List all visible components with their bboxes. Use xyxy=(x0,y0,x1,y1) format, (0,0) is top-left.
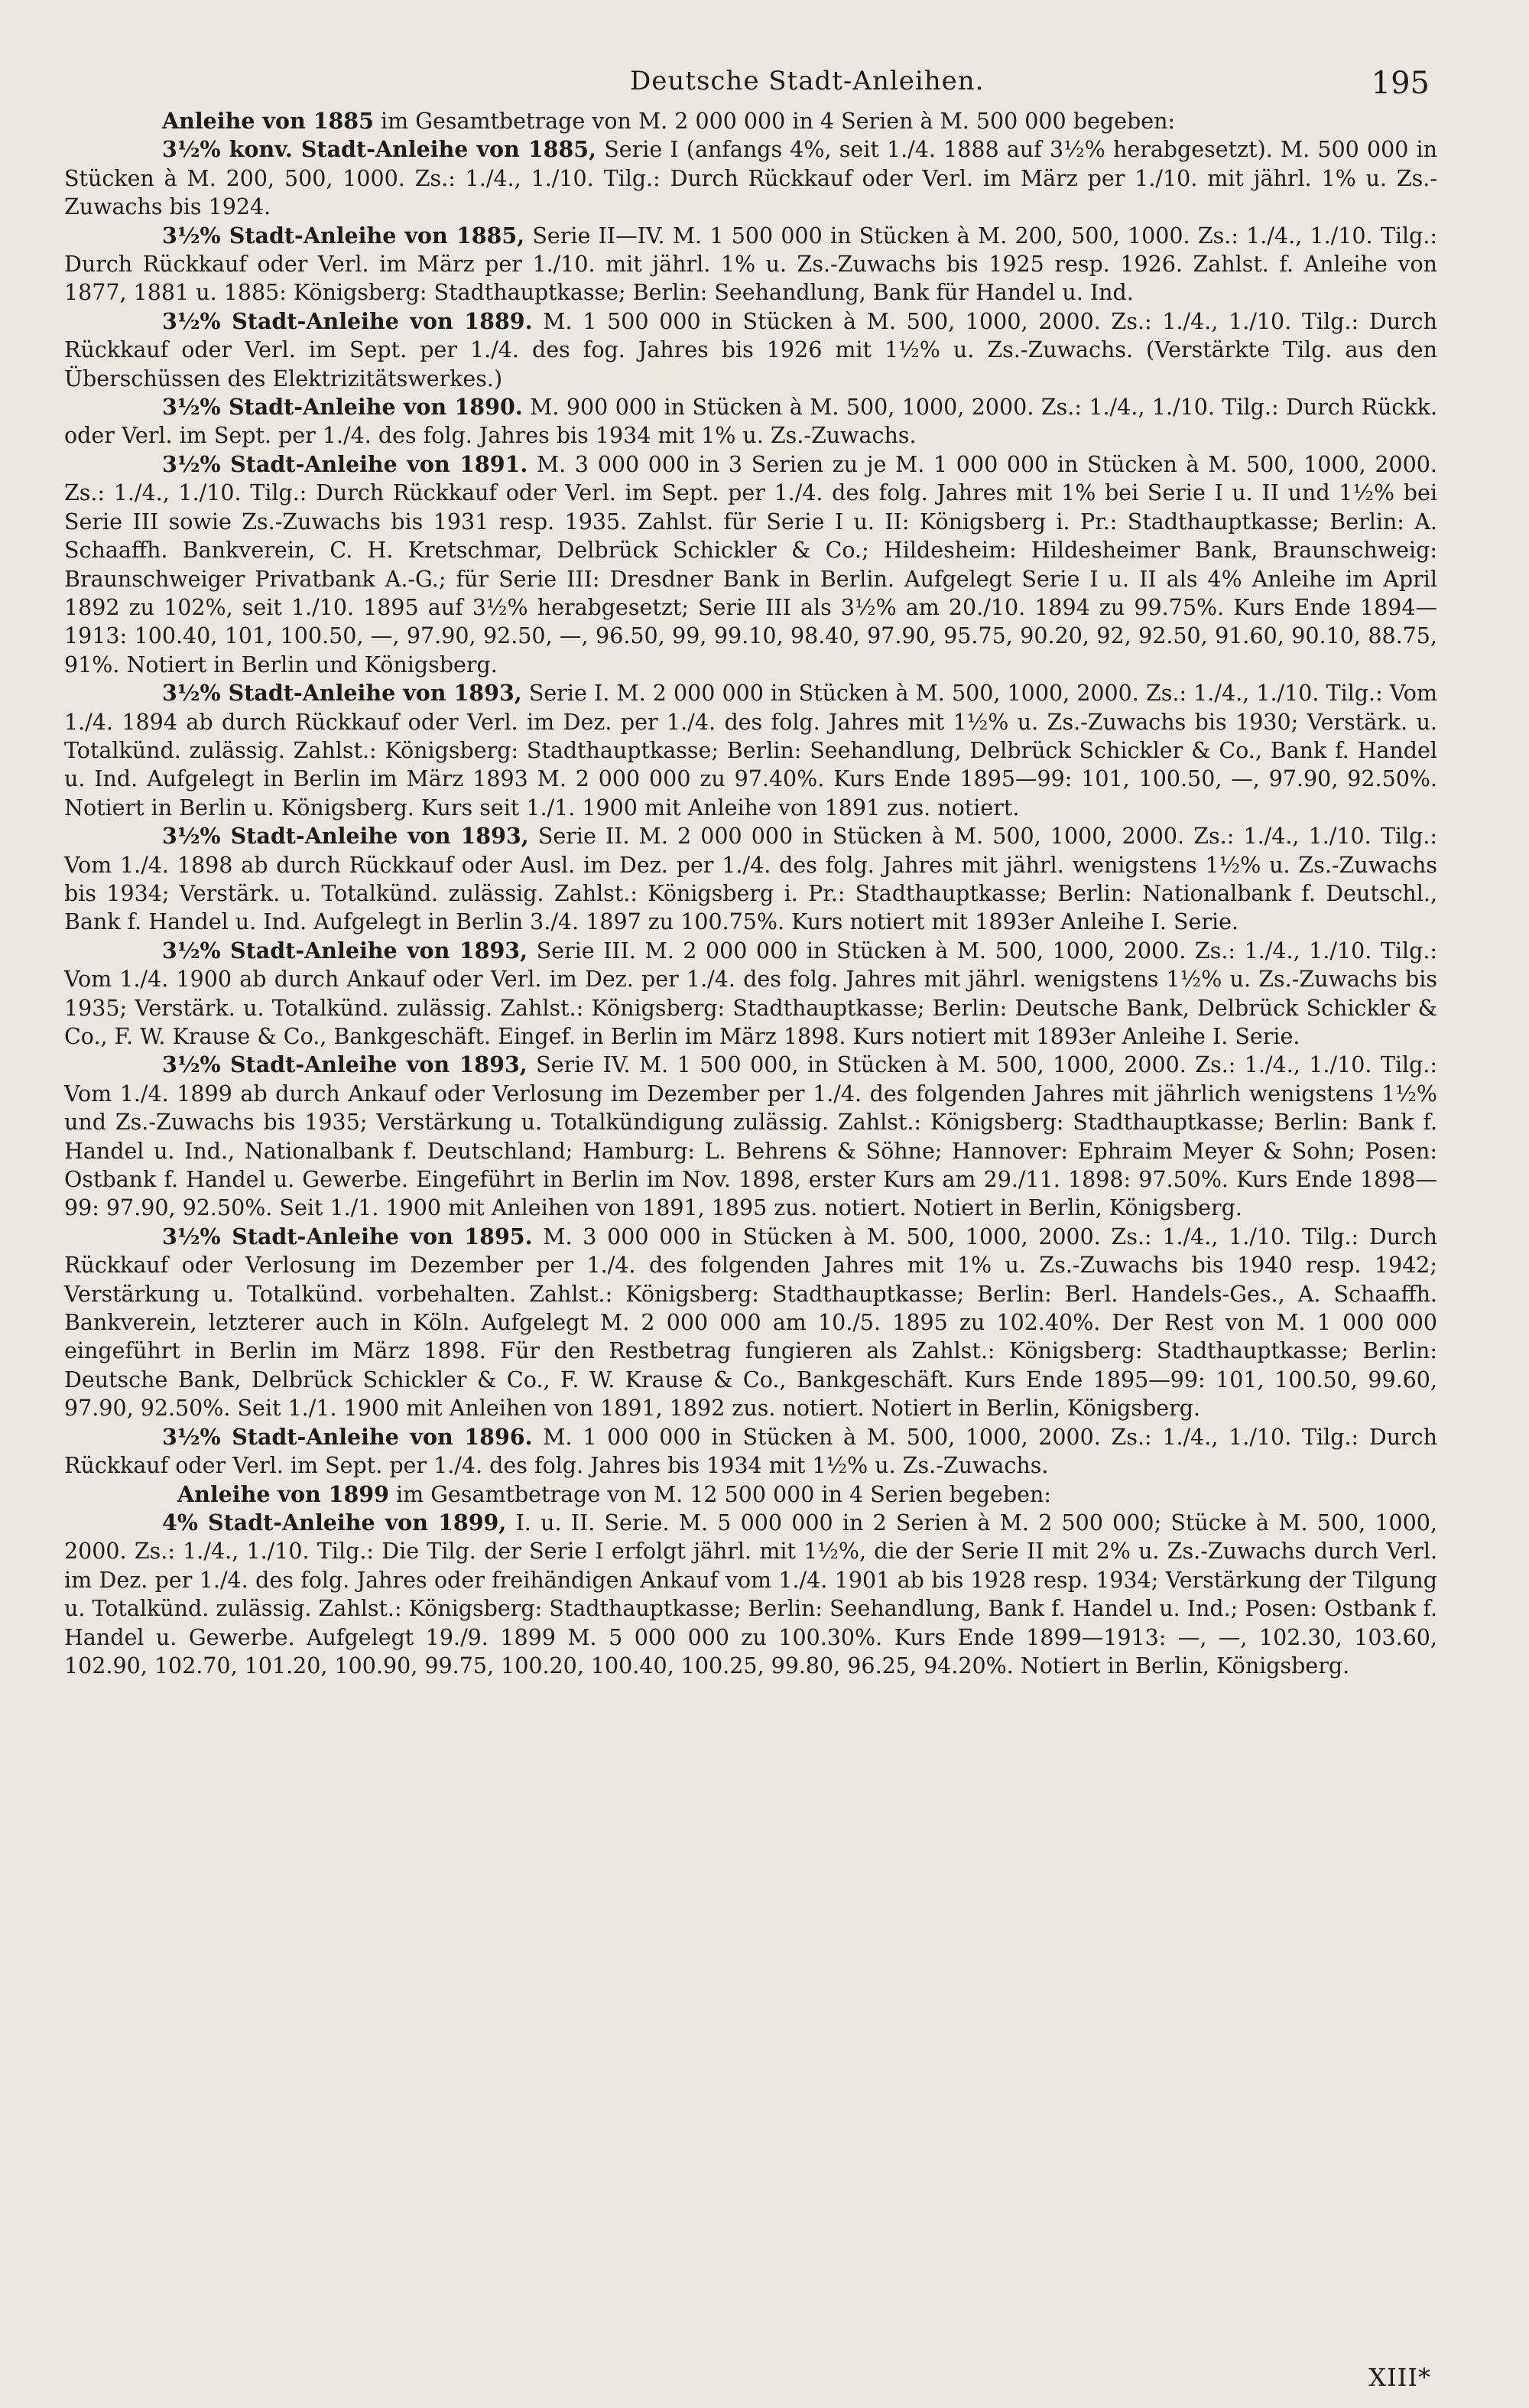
loan-entry-title: 3½% Stadt-Anleihe von 1893, xyxy=(162,1051,528,1078)
loan-entry-title: 3½% Stadt-Anleihe von 1893, xyxy=(162,680,522,707)
loan-entry-title: Anleihe von 1885 xyxy=(162,108,374,134)
loan-entry-title: 3½% konv. Stadt-Anleihe von 1885, xyxy=(162,136,597,163)
loan-entry-paragraph xyxy=(64,1423,1437,1480)
loan-entry-paragraph xyxy=(64,1051,1437,1222)
loan-entry-paragraph xyxy=(64,393,1437,450)
body-text xyxy=(64,107,1437,1680)
loan-entry-title: 4% Stadt-Anleihe von 1899, xyxy=(162,1509,507,1535)
loan-entry-title: 3½% Stadt-Anleihe von 1885, xyxy=(162,222,525,249)
loan-entry-text: Serie II—IV. M. 1 500 000 in Stücken à M. 200, 500, 1000. Zs.: 1./4., 1./10. Tilg.: Durch Rückkauf oder Verl. im März per 1./10. mit jährl. 1% u. Zs.-Zuwachs bis 1925 resp. 1926. Zahlst. f. Anleihe von 1877, 1881 u. 1885: Königsberg: Stadthauptkasse; Berlin: Seehandlung, Bank für Handel u. Ind. xyxy=(64,223,1437,306)
loan-entry-paragraph xyxy=(64,1223,1437,1423)
loan-entry-text: Serie IV. M. 1 500 000, in Stücken à M. 500, 1000, 2000. Zs.: 1./4., 1./10. Tilg.: Vom 1./4. 1899 ab durch Ankauf oder Verlosung im Dezember per 1./4. des folgenden Jahres mit jährlich wenigstens 1½% und Zs.-Zuwachs bis 1935; Verstärkung u. Totalkündigung zulässig. Zahlst.: Königsberg: Stadthauptkasse; Berlin: Bank f. Handel u. Ind., Nationalbank f. Deutschland; Hamburg: L. Behrens & Söhne; Hannover: Ephraim Meyer & Sohn; Posen: Ostbank f. Handel u. Gewerbe. Eingeführt in Berlin im Nov. 1898, erster Kurs am 29./11. 1898: 97.50%. Kurs Ende 1898—99: 97.90, 92.50%. Seit 1./1. 1900 mit Anleihen von 1891, 1895 zus. notiert. Notiert in Berlin, Königsberg. xyxy=(64,1052,1438,1221)
loan-entry-paragraph xyxy=(64,307,1437,393)
loan-entry-text: Serie II. M. 2 000 000 in Stücken à M. 500, 1000, 2000. Zs.: 1./4., 1./10. Tilg.: Vom 1./4. 1898 ab durch Rückkauf oder Ausl. im Dez. per 1./4. des folg. Jahres mit jährl. wenigstens 1½% u. Zs.-Zuwachs bis 1934; Verstärk. u. Totalkünd. zulässig. Zahlst.: Königsberg i. Pr.: Stadthauptkasse; Berlin: Nationalbank f. Deutschl., Bank f. Handel u. Ind. Aufgelegt in Berlin 3./4. 1897 zu 100.75%. Kurs notiert mit 1893er Anleihe I. Serie. xyxy=(64,824,1437,935)
loan-entry-text: M. 3 000 000 in Stücken à M. 500, 1000, 2000. Zs.: 1./4., 1./10. Tilg.: Durch Rückkauf oder Verlosung im Dezember per 1./4. des folgenden Jahres mit 1% u. Zs.-Zuwachs bis 1940 resp. 1942; Verstärkung u. Totalkünd. vorbehalten. Zahlst.: Königsberg: Stadthauptkasse; Berlin: Berl. Handels-Ges., A. Schaaffh. Bankverein, letzterer auch in Köln. Aufgelegt M. 2 000 000 am 10./5. 1895 zu 102.40%. Der Rest von M. 1 000 000 eingeführt in Berlin im März 1898. Für den Restbetrag fungieren als Zahlst.: Königsberg: Stadthauptkasse; Berlin: Deutsche Bank, Delbrück Schickler & Co., F. W. Krause & Co., Bankgeschäft. Kurs Ende 1895—99: 101, 100.50, 99.60, 97.90, 92.50%. Seit 1./1. 1900 mit Anleihen von 1891, 1892 zus. notiert. Notiert in Berlin, Königsberg. xyxy=(64,1223,1437,1422)
loan-entry-paragraph xyxy=(64,450,1437,679)
loan-entry-text: I. u. II. Serie. M. 5 000 000 in 2 Serien à M. 2 500 000; Stücke à M. 500, 1000, 2000. Zs.: 1./4., 1./10. Tilg.: Die Tilg. der Serie I erfolgt jährl. mit 1½%, die der Serie II mit 2% u. Zs.-Zuwachs durch Verl. im Dez. per 1./4. des folg. Jahres oder freihändigen Ankauf vom 1./4. 1901 ab bis 1928 resp. 1934; Verstärkung der Tilgung u. Totalkünd. zulässig. Zahlst.: Königsberg: Stadthauptkasse; Berlin: Seehandlung, Bank f. Handel u. Ind.; Posen: Ostbank f. Handel u. Gewerbe. Aufgelegt 19./9. 1899 M. 5 000 000 zu 100.30%. Kurs Ende 1899—1913: —, —, 102.30, 103.60, 102.90, 102.70, 101.20, 100.90, 99.75, 100.20, 100.40, 100.25, 99.80, 96.25, 94.20%. Notiert in Berlin, Königsberg. xyxy=(64,1509,1438,1678)
loan-entry-text: im Gesamtbetrage von M. 2 000 000 in 4 Serien à M. 500 000 begeben: xyxy=(373,109,1176,134)
loan-entry-title: 3½% Stadt-Anleihe von 1890. xyxy=(162,394,523,421)
loan-entry-paragraph xyxy=(64,679,1437,822)
loan-entry-paragraph xyxy=(64,1509,1437,1680)
loan-entry-paragraph xyxy=(64,1480,1437,1509)
loan-entry-text: im Gesamtbetrage von M. 12 500 000 in 4 Serien begeben: xyxy=(388,1481,1051,1507)
loan-entry-paragraph xyxy=(64,822,1437,937)
loan-entry-title: 3½% Stadt-Anleihe von 1896. xyxy=(162,1423,533,1450)
loan-entry-title: 3½% Stadt-Anleihe von 1895. xyxy=(162,1223,533,1249)
running-title: Deutsche Stadt-Anleihen. xyxy=(630,66,985,96)
loan-entry-title: 3½% Stadt-Anleihe von 1893, xyxy=(162,823,529,850)
loan-entry-text: Serie I (anfangs 4%, seit 1./4. 1888 auf 3½% herabgesetzt). M. 500 000 in Stücken à M. 200, 500, 1000. Zs.: 1./4., 1./10. Tilg.: Durch Rückkauf oder Verl. im März per 1./10. mit jährl. 1% u. Zs.-Zuwachs bis 1924. xyxy=(64,137,1437,220)
loan-entry-text: Serie III. M. 2 000 000 in Stücken à M. 500, 1000, 2000. Zs.: 1./4., 1./10. Tilg.: Vom 1./4. 1900 ab durch Ankauf oder Verl. im Dez. per 1./4. des folg. Jahres mit jährl. wenigstens 1½% u. Zs.-Zuwachs bis 1935; Verstärk. u. Totalkünd. zulässig. Zahlst.: Königsberg: Stadthauptkasse; Berlin: Deutsche Bank, Delbrück Schickler & Co., F. W. Krause & Co., Bankgeschäft. Eingef. in Berlin im März 1898. Kurs notiert mit 1893er Anleihe I. Serie. xyxy=(64,938,1437,1049)
page-header xyxy=(64,0,1437,107)
loan-entry-paragraph xyxy=(64,222,1437,307)
loan-entry-title: 3½% Stadt-Anleihe von 1891. xyxy=(162,450,528,477)
loan-entry-text: M. 1 500 000 in Stücken à M. 500, 1000, 2000. Zs.: 1./4., 1./10. Tilg.: Durch Rückkauf oder Verl. im Sept. per 1./4. des fog. Jahres bis 1926 mit 1½% u. Zs.-Zuwachs. (Verstärkte Tilg. aus den Überschüssen des Elektrizitätswerkes.) xyxy=(64,308,1437,392)
loan-entry-paragraph xyxy=(64,135,1437,221)
loan-entry-text: M. 3 000 000 in 3 Serien zu je M. 1 000 000 in Stücken à M. 500, 1000, 2000. Zs.: 1./4., 1./10. Tilg.: Durch Rückkauf oder Verl. im Sept. per 1./4. des folg. Jahres mit 1% bei Serie I u. II und 1½% bei Serie III sowie Zs.-Zuwachs bis 1931 resp. 1935. Zahlst. für Serie I u. II: Königsberg i. Pr.: Stadthauptkasse; Berlin: A. Schaaffh. Bankverein, C. H. Kretschmar, Delbrück Schickler & Co.; Hildesheim: Hildesheimer Bank, Braunschweig: Braunschweiger Privatbank A.-G.; für Serie III: Dresdner Bank in Berlin. Aufgelegt Serie I u. II als 4% Anleihe im April 1892 zu 102%, seit 1./10. 1895 auf 3½% herabgesetzt; Serie III als 3½% am 20./10. 1894 zu 99.75%. Kurs Ende 1894—1913: 100.40, 101, 100.50, —, 97.90, 92.50, —, 96.50, 99, 99.10, 98.40, 97.90, 95.75, 90.20, 92, 92.50, 91.60, 90.10, 88.75, 91%. Notiert in Berlin und Königsberg. xyxy=(64,451,1437,678)
loan-entry-text: M. 1 000 000 in Stücken à M. 500, 1000, 2000. Zs.: 1./4., 1./10. Tilg.: Durch Rückkauf oder Verl. im Sept. per 1./4. des folg. Jahres bis 1934 mit 1½% u. Zs.-Zuwachs. xyxy=(64,1424,1437,1479)
loan-entry-title: 3½% Stadt-Anleihe von 1889. xyxy=(162,307,533,334)
loan-entry-title: 3½% Stadt-Anleihe von 1893, xyxy=(162,937,528,964)
loan-entry-paragraph xyxy=(64,937,1437,1051)
page-number: 195 xyxy=(1371,66,1430,101)
sheet-signature: XIII* xyxy=(1368,2363,1431,2392)
loan-entry-title: Anleihe von 1899 xyxy=(177,1480,389,1507)
loan-entry-text: M. 900 000 in Stücken à M. 500, 1000, 2000. Zs.: 1./4., 1./10. Tilg.: Durch Rückk. oder Verl. im Sept. per 1./4. des folg. Jahres bis 1934 mit 1% u. Zs.-Zuwachs. xyxy=(64,395,1437,449)
loan-entry-text: Serie I. M. 2 000 000 in Stücken à M. 500, 1000, 2000. Zs.: 1./4., 1./10. Tilg.: Vom 1./4. 1894 ab durch Rückkauf oder Verl. im Dez. per 1./4. des folg. Jahres mit 1½% u. Zs.-Zuwachs bis 1930; Verstärk. u. Totalkünd. zulässig. Zahlst.: Königsberg: Stadthauptkasse; Berlin: Seehandlung, Delbrück Schickler & Co., Bank f. Handel u. Ind. Aufgelegt in Berlin im März 1893 M. 2 000 000 zu 97.40%. Kurs Ende 1895—99: 101, 100.50, —, 97.90, 92.50%. Notiert in Berlin u. Königsberg. Kurs seit 1./1. 1900 mit Anleihe von 1891 zus. notiert. xyxy=(64,681,1437,821)
loan-entry-paragraph xyxy=(64,107,1437,135)
